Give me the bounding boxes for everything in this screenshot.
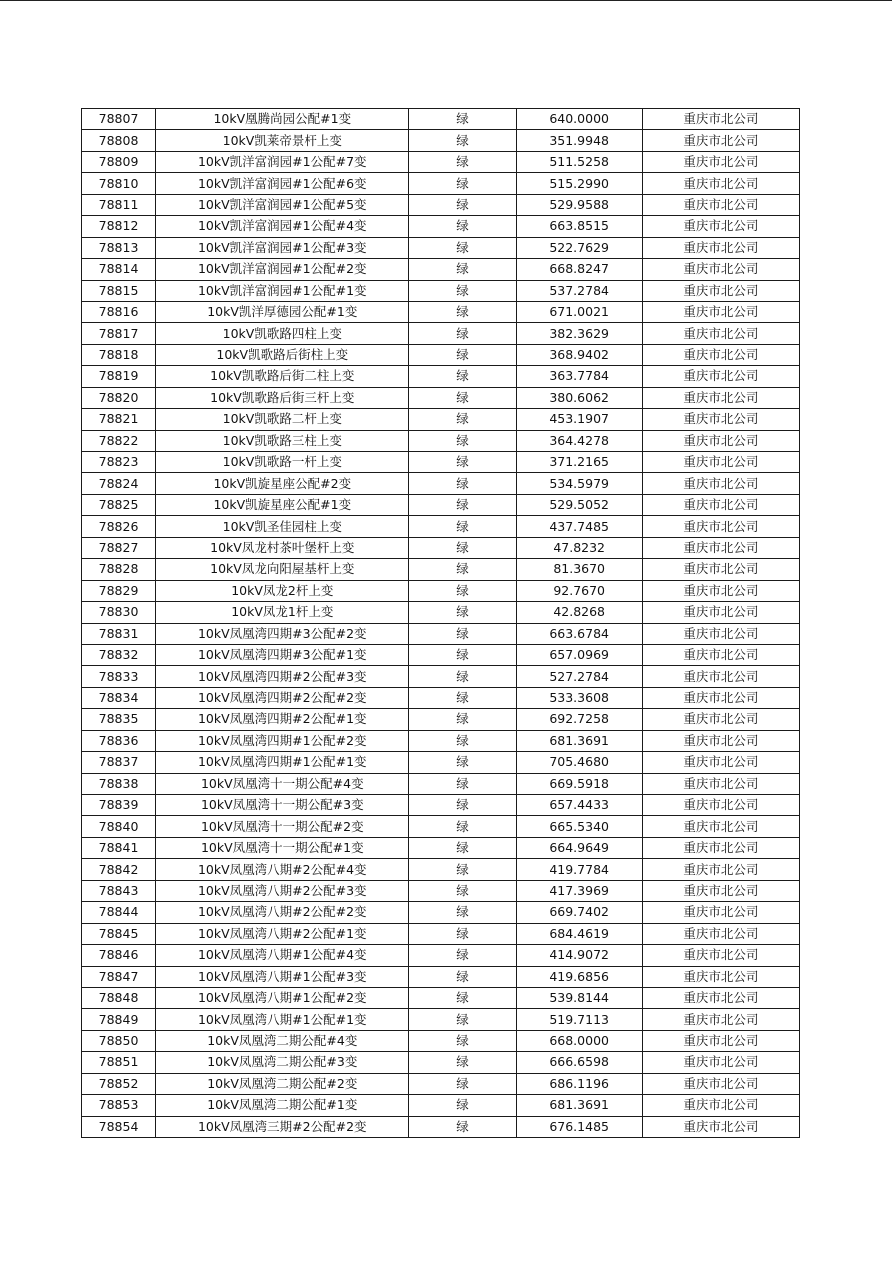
- value-cell: 419.6856: [516, 966, 642, 987]
- value-cell: 686.1196: [516, 1073, 642, 1094]
- table-row: [82, 923, 800, 944]
- table-row: [82, 109, 800, 130]
- company-cell: 重庆市北公司: [642, 602, 799, 623]
- table-row: [82, 237, 800, 258]
- value-cell: 47.8232: [516, 537, 642, 558]
- row-id-cell: 78828: [82, 559, 156, 580]
- transformer-name-cell: 10kV凤凰湾八期#2公配#3变: [156, 880, 409, 901]
- table-row: [82, 1095, 800, 1116]
- value-cell: 437.7485: [516, 516, 642, 537]
- transformer-name-cell: 10kV凤凰湾二期公配#3变: [156, 1052, 409, 1073]
- row-id-cell: 78809: [82, 151, 156, 172]
- company-cell: 重庆市北公司: [642, 987, 799, 1008]
- row-id-cell: 78853: [82, 1095, 156, 1116]
- row-id-cell: 78820: [82, 387, 156, 408]
- table-row: [82, 452, 800, 473]
- status-color-cell: 绿: [409, 173, 516, 194]
- row-id-cell: 78839: [82, 795, 156, 816]
- status-color-cell: 绿: [409, 730, 516, 751]
- company-cell: 重庆市北公司: [642, 494, 799, 515]
- table-row: [82, 151, 800, 172]
- value-cell: 657.0969: [516, 644, 642, 665]
- company-cell: 重庆市北公司: [642, 409, 799, 430]
- value-cell: 511.5258: [516, 151, 642, 172]
- table-row: [82, 194, 800, 215]
- transformer-name-cell: 10kV凰腾尚园公配#1变: [156, 109, 409, 130]
- value-cell: 681.3691: [516, 1095, 642, 1116]
- transformer-name-cell: 10kV凯歌路三柱上变: [156, 430, 409, 451]
- value-cell: 668.8247: [516, 259, 642, 280]
- table-row: [82, 259, 800, 280]
- company-cell: 重庆市北公司: [642, 1095, 799, 1116]
- transformer-name-cell: 10kV凤凰湾八期#1公配#4变: [156, 945, 409, 966]
- company-cell: 重庆市北公司: [642, 666, 799, 687]
- row-id-cell: 78808: [82, 130, 156, 151]
- row-id-cell: 78852: [82, 1073, 156, 1094]
- value-cell: 663.8515: [516, 216, 642, 237]
- page-top-border: [0, 0, 892, 1]
- row-id-cell: 78822: [82, 430, 156, 451]
- value-cell: 640.0000: [516, 109, 642, 130]
- status-color-cell: 绿: [409, 709, 516, 730]
- row-id-cell: 78834: [82, 687, 156, 708]
- status-color-cell: 绿: [409, 109, 516, 130]
- transformer-name-cell: 10kV凯圣佳园柱上变: [156, 516, 409, 537]
- company-cell: 重庆市北公司: [642, 516, 799, 537]
- company-cell: 重庆市北公司: [642, 687, 799, 708]
- value-cell: 692.7258: [516, 709, 642, 730]
- transformer-name-cell: 10kV凯洋厚德园公配#1变: [156, 301, 409, 322]
- value-cell: 539.8144: [516, 987, 642, 1008]
- value-cell: 663.6784: [516, 623, 642, 644]
- row-id-cell: 78847: [82, 966, 156, 987]
- table-row: [82, 130, 800, 151]
- status-color-cell: 绿: [409, 623, 516, 644]
- row-id-cell: 78836: [82, 730, 156, 751]
- transformer-name-cell: 10kV凯歌路二杆上变: [156, 409, 409, 430]
- value-cell: 419.7784: [516, 859, 642, 880]
- transformer-name-cell: 10kV凤凰湾八期#1公配#2变: [156, 987, 409, 1008]
- transformer-name-cell: 10kV凯歌路四柱上变: [156, 323, 409, 344]
- company-cell: 重庆市北公司: [642, 923, 799, 944]
- table-row: [82, 409, 800, 430]
- transformer-name-cell: 10kV凤龙向阳屋基杆上变: [156, 559, 409, 580]
- row-id-cell: 78815: [82, 280, 156, 301]
- status-color-cell: 绿: [409, 880, 516, 901]
- company-cell: 重庆市北公司: [642, 109, 799, 130]
- row-id-cell: 78848: [82, 987, 156, 1008]
- value-cell: 537.2784: [516, 280, 642, 301]
- transformer-name-cell: 10kV凤凰湾八期#2公配#4变: [156, 859, 409, 880]
- table-row: [82, 387, 800, 408]
- table-row: [82, 752, 800, 773]
- status-color-cell: 绿: [409, 452, 516, 473]
- value-cell: 515.2990: [516, 173, 642, 194]
- transformer-name-cell: 10kV凯歌路后街三杆上变: [156, 387, 409, 408]
- company-cell: 重庆市北公司: [642, 1030, 799, 1051]
- transformer-name-cell: 10kV凤凰湾四期#1公配#2变: [156, 730, 409, 751]
- value-cell: 42.8268: [516, 602, 642, 623]
- transformer-name-cell: 10kV凤凰湾十一期公配#2变: [156, 816, 409, 837]
- status-color-cell: 绿: [409, 945, 516, 966]
- value-cell: 684.4619: [516, 923, 642, 944]
- company-cell: 重庆市北公司: [642, 259, 799, 280]
- value-cell: 414.9072: [516, 945, 642, 966]
- company-cell: 重庆市北公司: [642, 1009, 799, 1030]
- row-id-cell: 78814: [82, 259, 156, 280]
- row-id-cell: 78818: [82, 344, 156, 365]
- transformer-name-cell: 10kV凯洋富润园#1公配#1变: [156, 280, 409, 301]
- row-id-cell: 78837: [82, 752, 156, 773]
- transformer-name-cell: 10kV凤龙村茶叶堡杆上变: [156, 537, 409, 558]
- transformer-name-cell: 10kV凤凰湾八期#2公配#1变: [156, 923, 409, 944]
- table-row: [82, 709, 800, 730]
- status-color-cell: 绿: [409, 1073, 516, 1094]
- table-row: [82, 494, 800, 515]
- value-cell: 671.0021: [516, 301, 642, 322]
- row-id-cell: 78846: [82, 945, 156, 966]
- value-cell: 382.3629: [516, 323, 642, 344]
- status-color-cell: 绿: [409, 280, 516, 301]
- status-color-cell: 绿: [409, 837, 516, 858]
- company-cell: 重庆市北公司: [642, 151, 799, 172]
- company-cell: 重庆市北公司: [642, 216, 799, 237]
- company-cell: 重庆市北公司: [642, 644, 799, 665]
- transformer-name-cell: 10kV凤凰湾四期#1公配#1变: [156, 752, 409, 773]
- transformer-name-cell: 10kV凤凰湾八期#2公配#2变: [156, 902, 409, 923]
- transformer-name-cell: 10kV凤龙1杆上变: [156, 602, 409, 623]
- status-color-cell: 绿: [409, 687, 516, 708]
- status-color-cell: 绿: [409, 430, 516, 451]
- status-color-cell: 绿: [409, 1052, 516, 1073]
- status-color-cell: 绿: [409, 409, 516, 430]
- transformer-name-cell: 10kV凤凰湾十一期公配#3变: [156, 795, 409, 816]
- row-id-cell: 78851: [82, 1052, 156, 1073]
- row-id-cell: 78854: [82, 1116, 156, 1137]
- value-cell: 519.7113: [516, 1009, 642, 1030]
- company-cell: 重庆市北公司: [642, 344, 799, 365]
- company-cell: 重庆市北公司: [642, 280, 799, 301]
- transformer-name-cell: 10kV凤凰湾八期#1公配#3变: [156, 966, 409, 987]
- value-cell: 368.9402: [516, 344, 642, 365]
- company-cell: 重庆市北公司: [642, 580, 799, 601]
- row-id-cell: 78835: [82, 709, 156, 730]
- status-color-cell: 绿: [409, 130, 516, 151]
- table-row: [82, 880, 800, 901]
- transformer-name-cell: 10kV凤凰湾二期公配#2变: [156, 1073, 409, 1094]
- transformer-name-cell: 10kV凤凰湾四期#3公配#1变: [156, 644, 409, 665]
- value-cell: 665.5340: [516, 816, 642, 837]
- transformer-name-cell: 10kV凤凰湾四期#2公配#1变: [156, 709, 409, 730]
- table-row: [82, 430, 800, 451]
- value-cell: 669.5918: [516, 773, 642, 794]
- value-cell: 527.2784: [516, 666, 642, 687]
- company-cell: 重庆市北公司: [642, 366, 799, 387]
- transformer-name-cell: 10kV凯洋富润园#1公配#2变: [156, 259, 409, 280]
- status-color-cell: 绿: [409, 323, 516, 344]
- company-cell: 重庆市北公司: [642, 837, 799, 858]
- status-color-cell: 绿: [409, 1030, 516, 1051]
- row-id-cell: 78842: [82, 859, 156, 880]
- value-cell: 666.6598: [516, 1052, 642, 1073]
- value-cell: 668.0000: [516, 1030, 642, 1051]
- status-color-cell: 绿: [409, 473, 516, 494]
- transformer-name-cell: 10kV凯歌路后街二柱上变: [156, 366, 409, 387]
- transformer-name-cell: 10kV凯洋富润园#1公配#7变: [156, 151, 409, 172]
- company-cell: 重庆市北公司: [642, 430, 799, 451]
- row-id-cell: 78813: [82, 237, 156, 258]
- row-id-cell: 78807: [82, 109, 156, 130]
- value-cell: 522.7629: [516, 237, 642, 258]
- row-id-cell: 78838: [82, 773, 156, 794]
- transformer-name-cell: 10kV凯莱帝景杆上变: [156, 130, 409, 151]
- value-cell: 676.1485: [516, 1116, 642, 1137]
- value-cell: 669.7402: [516, 902, 642, 923]
- value-cell: 363.7784: [516, 366, 642, 387]
- value-cell: 705.4680: [516, 752, 642, 773]
- value-cell: 664.9649: [516, 837, 642, 858]
- status-color-cell: 绿: [409, 1095, 516, 1116]
- table-row: [82, 323, 800, 344]
- row-id-cell: 78843: [82, 880, 156, 901]
- company-cell: 重庆市北公司: [642, 130, 799, 151]
- status-color-cell: 绿: [409, 301, 516, 322]
- table-row: [82, 859, 800, 880]
- table-row: [82, 666, 800, 687]
- company-cell: 重庆市北公司: [642, 473, 799, 494]
- row-id-cell: 78850: [82, 1030, 156, 1051]
- company-cell: 重庆市北公司: [642, 859, 799, 880]
- row-id-cell: 78831: [82, 623, 156, 644]
- transformer-name-cell: 10kV凤凰湾三期#2公配#2变: [156, 1116, 409, 1137]
- table-row: [82, 537, 800, 558]
- table-row: [82, 216, 800, 237]
- status-color-cell: 绿: [409, 366, 516, 387]
- table-row: [82, 687, 800, 708]
- status-color-cell: 绿: [409, 559, 516, 580]
- table-row: [82, 280, 800, 301]
- table-row: [82, 795, 800, 816]
- company-cell: 重庆市北公司: [642, 452, 799, 473]
- table-row: [82, 559, 800, 580]
- transformer-name-cell: 10kV凯洋富润园#1公配#3变: [156, 237, 409, 258]
- company-cell: 重庆市北公司: [642, 173, 799, 194]
- row-id-cell: 78833: [82, 666, 156, 687]
- company-cell: 重庆市北公司: [642, 966, 799, 987]
- value-cell: 529.9588: [516, 194, 642, 215]
- status-color-cell: 绿: [409, 1009, 516, 1030]
- table-row: [82, 773, 800, 794]
- transformer-name-cell: 10kV凤凰湾十一期公配#1变: [156, 837, 409, 858]
- status-color-cell: 绿: [409, 644, 516, 665]
- status-color-cell: 绿: [409, 387, 516, 408]
- transformer-name-cell: 10kV凤凰湾四期#2公配#3变: [156, 666, 409, 687]
- table-row: [82, 730, 800, 751]
- table-row: [82, 516, 800, 537]
- status-color-cell: 绿: [409, 666, 516, 687]
- transformer-name-cell: 10kV凯旋星座公配#2变: [156, 473, 409, 494]
- transformer-table: [81, 108, 800, 1138]
- row-id-cell: 78845: [82, 923, 156, 944]
- company-cell: 重庆市北公司: [642, 945, 799, 966]
- status-color-cell: 绿: [409, 216, 516, 237]
- value-cell: 81.3670: [516, 559, 642, 580]
- transformer-name-cell: 10kV凤凰湾四期#3公配#2变: [156, 623, 409, 644]
- status-color-cell: 绿: [409, 602, 516, 623]
- table-row: [82, 1030, 800, 1051]
- table-row: [82, 623, 800, 644]
- value-cell: 534.5979: [516, 473, 642, 494]
- table-row: [82, 1052, 800, 1073]
- value-cell: 533.3608: [516, 687, 642, 708]
- table-row: [82, 173, 800, 194]
- status-color-cell: 绿: [409, 537, 516, 558]
- company-cell: 重庆市北公司: [642, 1116, 799, 1137]
- value-cell: 364.4278: [516, 430, 642, 451]
- value-cell: 657.4433: [516, 795, 642, 816]
- table-row: [82, 816, 800, 837]
- company-cell: 重庆市北公司: [642, 730, 799, 751]
- transformer-name-cell: 10kV凯洋富润园#1公配#5变: [156, 194, 409, 215]
- value-cell: 529.5052: [516, 494, 642, 515]
- company-cell: 重庆市北公司: [642, 537, 799, 558]
- row-id-cell: 78841: [82, 837, 156, 858]
- transformer-name-cell: 10kV凤凰湾二期公配#4变: [156, 1030, 409, 1051]
- company-cell: 重庆市北公司: [642, 902, 799, 923]
- transformer-name-cell: 10kV凯旋星座公配#1变: [156, 494, 409, 515]
- row-id-cell: 78819: [82, 366, 156, 387]
- row-id-cell: 78824: [82, 473, 156, 494]
- row-id-cell: 78823: [82, 452, 156, 473]
- table-row: [82, 366, 800, 387]
- table-row: [82, 837, 800, 858]
- transformer-name-cell: 10kV凤凰湾二期公配#1变: [156, 1095, 409, 1116]
- company-cell: 重庆市北公司: [642, 709, 799, 730]
- status-color-cell: 绿: [409, 194, 516, 215]
- row-id-cell: 78812: [82, 216, 156, 237]
- status-color-cell: 绿: [409, 987, 516, 1008]
- company-cell: 重庆市北公司: [642, 387, 799, 408]
- row-id-cell: 78810: [82, 173, 156, 194]
- table-row: [82, 1009, 800, 1030]
- row-id-cell: 78825: [82, 494, 156, 515]
- table-row: [82, 1073, 800, 1094]
- row-id-cell: 78821: [82, 409, 156, 430]
- table-row: [82, 945, 800, 966]
- company-cell: 重庆市北公司: [642, 301, 799, 322]
- value-cell: 681.3691: [516, 730, 642, 751]
- value-cell: 92.7670: [516, 580, 642, 601]
- table-row: [82, 473, 800, 494]
- value-cell: 371.2165: [516, 452, 642, 473]
- table-row: [82, 902, 800, 923]
- status-color-cell: 绿: [409, 494, 516, 515]
- value-cell: 417.3969: [516, 880, 642, 901]
- status-color-cell: 绿: [409, 259, 516, 280]
- table-row: [82, 344, 800, 365]
- table-row: [82, 987, 800, 1008]
- status-color-cell: 绿: [409, 795, 516, 816]
- status-color-cell: 绿: [409, 237, 516, 258]
- table-row: [82, 301, 800, 322]
- status-color-cell: 绿: [409, 816, 516, 837]
- status-color-cell: 绿: [409, 752, 516, 773]
- transformer-name-cell: 10kV凤凰湾四期#2公配#2变: [156, 687, 409, 708]
- company-cell: 重庆市北公司: [642, 795, 799, 816]
- row-id-cell: 78844: [82, 902, 156, 923]
- table-body: [82, 109, 800, 1138]
- status-color-cell: 绿: [409, 923, 516, 944]
- table-row: [82, 1116, 800, 1137]
- company-cell: 重庆市北公司: [642, 773, 799, 794]
- row-id-cell: 78849: [82, 1009, 156, 1030]
- status-color-cell: 绿: [409, 1116, 516, 1137]
- table-row: [82, 602, 800, 623]
- company-cell: 重庆市北公司: [642, 559, 799, 580]
- table-row: [82, 644, 800, 665]
- status-color-cell: 绿: [409, 151, 516, 172]
- transformer-name-cell: 10kV凯歌路后街柱上变: [156, 344, 409, 365]
- transformer-name-cell: 10kV凯洋富润园#1公配#4变: [156, 216, 409, 237]
- row-id-cell: 78830: [82, 602, 156, 623]
- status-color-cell: 绿: [409, 344, 516, 365]
- status-color-cell: 绿: [409, 859, 516, 880]
- value-cell: 351.9948: [516, 130, 642, 151]
- row-id-cell: 78816: [82, 301, 156, 322]
- row-id-cell: 78829: [82, 580, 156, 601]
- row-id-cell: 78826: [82, 516, 156, 537]
- transformer-name-cell: 10kV凤凰湾十一期公配#4变: [156, 773, 409, 794]
- transformer-name-cell: 10kV凯洋富润园#1公配#6变: [156, 173, 409, 194]
- company-cell: 重庆市北公司: [642, 752, 799, 773]
- status-color-cell: 绿: [409, 966, 516, 987]
- row-id-cell: 78811: [82, 194, 156, 215]
- row-id-cell: 78817: [82, 323, 156, 344]
- value-cell: 453.1907: [516, 409, 642, 430]
- company-cell: 重庆市北公司: [642, 1052, 799, 1073]
- row-id-cell: 78832: [82, 644, 156, 665]
- company-cell: 重庆市北公司: [642, 1073, 799, 1094]
- company-cell: 重庆市北公司: [642, 816, 799, 837]
- company-cell: 重庆市北公司: [642, 323, 799, 344]
- status-color-cell: 绿: [409, 902, 516, 923]
- row-id-cell: 78827: [82, 537, 156, 558]
- transformer-name-cell: 10kV凯歌路一杆上变: [156, 452, 409, 473]
- company-cell: 重庆市北公司: [642, 880, 799, 901]
- transformer-name-cell: 10kV凤龙2杆上变: [156, 580, 409, 601]
- transformer-name-cell: 10kV凤凰湾八期#1公配#1变: [156, 1009, 409, 1030]
- row-id-cell: 78840: [82, 816, 156, 837]
- status-color-cell: 绿: [409, 516, 516, 537]
- company-cell: 重庆市北公司: [642, 237, 799, 258]
- company-cell: 重庆市北公司: [642, 194, 799, 215]
- company-cell: 重庆市北公司: [642, 623, 799, 644]
- table-row: [82, 580, 800, 601]
- status-color-cell: 绿: [409, 580, 516, 601]
- status-color-cell: 绿: [409, 773, 516, 794]
- table-row: [82, 966, 800, 987]
- value-cell: 380.6062: [516, 387, 642, 408]
